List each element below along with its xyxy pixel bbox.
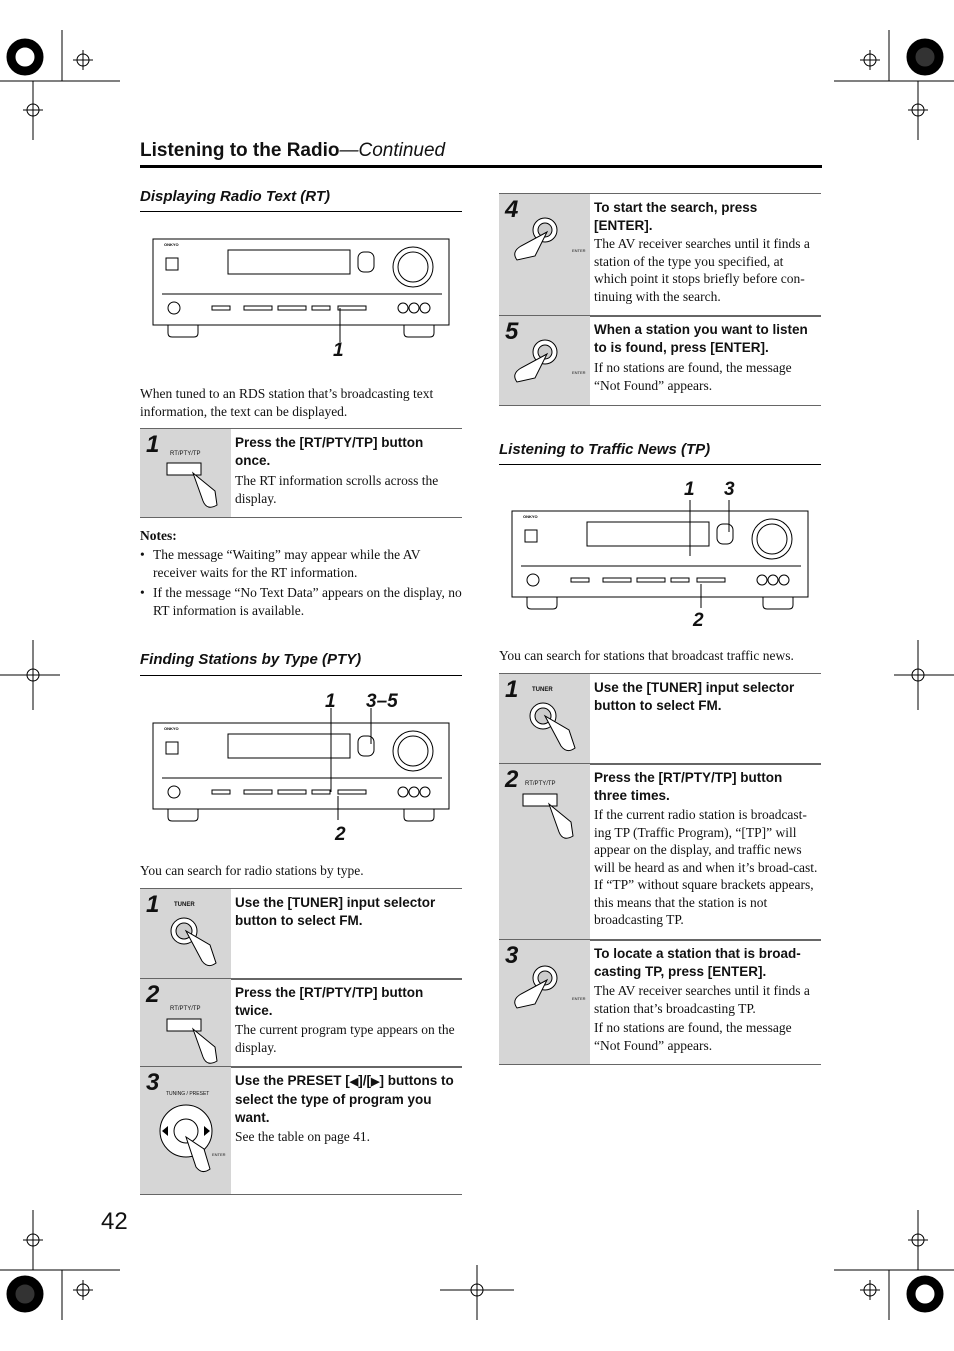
tp-intro: You can search for stations that broadcast traffic news. (499, 648, 794, 663)
step-number: 1 (146, 431, 160, 458)
receiver-illustration-rt (152, 238, 452, 348)
enter-button-icon (507, 334, 577, 394)
pty-step-4 (499, 193, 821, 317)
enter-label: ENTER (572, 370, 586, 375)
tuner-button-icon (527, 700, 587, 760)
step-title: Press the [RT/PTY/TP] button three times. (594, 770, 783, 803)
tp-step-3 (499, 939, 821, 1065)
rt-intro: When tuned to an RDS station that’s broadcasting text information, the text can be displayed. (140, 386, 434, 419)
tp-step-2 (499, 763, 821, 941)
step-number: 4 (505, 196, 519, 223)
step-body: The RT information scrolls across the display. (235, 473, 439, 506)
step-number: 3 (505, 942, 519, 969)
step-title: To start the search, press [ENTER]. (594, 200, 758, 233)
step-body: If the current radio station is broadcast-ing TP (Traffic Program), “[TP]” will appear on the display, and traffic news will be heard as and when it’s broad-cast. If “TP” without square brackets appears, this means that the station is not broadcasting TP. (594, 807, 818, 927)
rt-pty-tp-button-icon (165, 459, 225, 519)
button-label: RT/PTY/TP (170, 1006, 201, 1012)
rt-step-1 (140, 428, 462, 518)
tp-callout-1: 1 (684, 479, 695, 500)
step-number: 5 (505, 318, 519, 345)
pty-intro: You can search for radio stations by type. (140, 863, 364, 878)
rt-section-title: Displaying Radio Text (RT) (140, 188, 331, 205)
tp-section-title: Listening to Traffic News (TP) (499, 441, 711, 458)
step-number: 3 (146, 1069, 160, 1096)
pty-step-2 (140, 978, 462, 1068)
button-label: TUNING / PRESET (166, 1091, 210, 1097)
step-title: To locate a station that is broad-casting TP, press [ENTER]. (594, 946, 801, 979)
enter-button-icon (507, 960, 577, 1020)
rt-pty-tp-button-icon (521, 790, 581, 850)
preset-left-icon: ◀ (349, 1076, 359, 1088)
step-number: 2 (505, 766, 519, 793)
step-body: If no stations are found, the message “Not Found” appears. (594, 360, 792, 393)
header-rule (140, 165, 822, 168)
tp-section-rule (499, 464, 821, 465)
tp-callout-2: 2 (693, 610, 704, 631)
step-body: The AV receiver searches until it finds a station that’s broadcasting TP. (594, 983, 810, 1016)
page-title: Listening to the Radio—Continued (140, 140, 446, 161)
step-title: Use the [TUNER] input selector button to select FM. (594, 680, 795, 713)
step-title: Use the PRESET [◀]/[▶] buttons to select the type of program you want. (235, 1073, 454, 1125)
receiver-illustration-pty (152, 722, 452, 832)
step-body: The current program type appears on the display. (235, 1022, 455, 1055)
notes-heading: Notes: (140, 528, 177, 543)
pty-callout-1: 1 (325, 691, 336, 712)
pty-step-5 (499, 315, 821, 406)
step-title: Use the [TUNER] input selector button to select FM. (235, 895, 436, 928)
receiver-brand: ONKYO (164, 242, 179, 247)
enter-button-icon (507, 212, 577, 272)
pty-callout-2: 2 (335, 824, 346, 845)
step-title: Press the [RT/PTY/TP] button twice. (235, 985, 424, 1018)
pty-step-1 (140, 888, 462, 980)
step-body: The AV receiver searches until it finds a station of the type you specified, at which point it stops briefly before con-tinuing with the search. (594, 236, 810, 304)
rt-callout-1: 1 (333, 340, 344, 361)
receiver-brand: ONKYO (523, 514, 538, 519)
note-item: • The message “Waiting” may appear while the AV receiver waits for the RT information. (140, 546, 462, 581)
rt-section-rule (140, 211, 462, 212)
button-label: RT/PTY/TP (525, 781, 556, 787)
step-number: 1 (505, 676, 519, 703)
enter-label: ENTER (212, 1152, 226, 1157)
preset-right-icon: ▶ (371, 1076, 380, 1088)
receiver-brand: ONKYO (164, 726, 179, 731)
pty-callout-3-5: 3–5 (366, 691, 398, 712)
step-body-2: If no stations are found, the message “Not Found” appears. (594, 1020, 792, 1053)
pty-section-rule (140, 675, 462, 676)
pty-section-title: Finding Stations by Type (PTY) (140, 651, 362, 668)
page-number: 42 (101, 1208, 128, 1235)
tuning-preset-pad-icon (154, 1099, 224, 1179)
page-title-continued: —Continued (339, 140, 446, 161)
tp-callout-3: 3 (724, 479, 735, 500)
receiver-illustration-tp (511, 510, 811, 620)
step-number: 1 (146, 891, 160, 918)
button-label: TUNER (174, 902, 195, 908)
note-item: • If the message “No Text Data” appears on the display, no RT information is available. (140, 584, 462, 619)
enter-label: ENTER (572, 248, 586, 253)
step-number: 2 (146, 981, 160, 1008)
pty-step-3 (140, 1066, 462, 1195)
enter-label: ENTER (572, 996, 586, 1001)
step-title: When a station you want to listen to is found, press [ENTER]. (594, 322, 808, 355)
tuner-button-icon (168, 915, 228, 975)
button-label: TUNER (532, 687, 553, 693)
step-body: See the table on page 41. (235, 1129, 370, 1144)
button-label: RT/PTY/TP (170, 451, 201, 457)
step-title: Press the [RT/PTY/TP] button once. (235, 435, 424, 468)
tp-step-1 (499, 673, 821, 765)
